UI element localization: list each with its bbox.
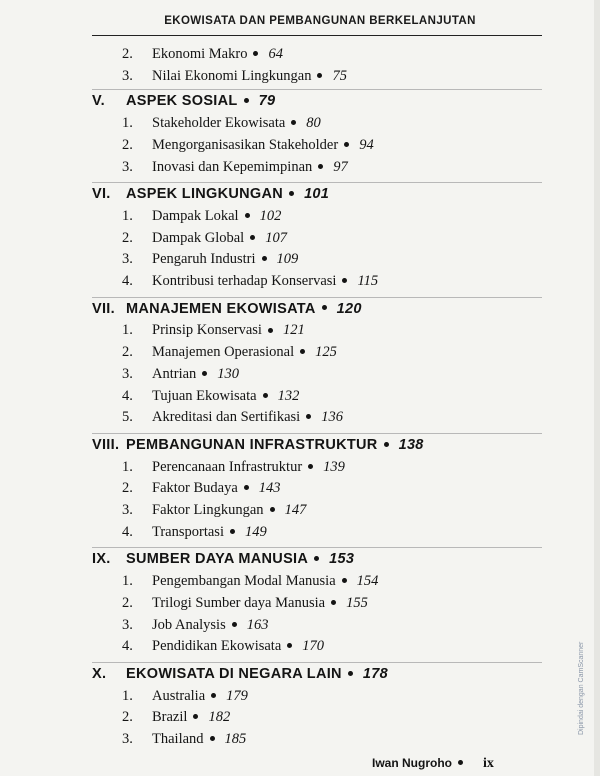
bullet-dot — [314, 556, 319, 561]
bullet-dot — [262, 256, 267, 261]
toc-item-number: 3. — [122, 251, 133, 268]
section-divider — [92, 89, 542, 90]
toc-item-page: 107 — [265, 229, 287, 246]
bullet-dot — [308, 464, 313, 469]
toc-item-page: 179 — [226, 687, 248, 704]
bullet-dot — [384, 442, 389, 447]
toc-item-title: Trilogi Sumber daya Manusia — [152, 594, 326, 611]
bullet-dot — [289, 191, 294, 196]
toc-section-title: SUMBER DAYA MANUSIA — [126, 551, 309, 568]
toc-section-number: IX. — [92, 551, 111, 568]
toc-item-number: 3. — [122, 365, 133, 382]
toc-item-page: 132 — [277, 387, 300, 404]
toc-section-number: V. — [92, 93, 105, 110]
toc-item-title: Nilai Ekonomi Lingkungan — [152, 67, 312, 84]
toc-item-page: 170 — [302, 638, 325, 655]
section-divider — [92, 297, 542, 298]
toc-section-heading — [92, 437, 424, 453]
toc-item — [122, 46, 283, 63]
toc-item — [122, 688, 248, 705]
toc-item-page: 185 — [224, 731, 247, 747]
toc-item-number: 4. — [122, 273, 133, 289]
toc-item-page: 155 — [346, 594, 368, 611]
toc-item — [122, 409, 343, 426]
toc-item-title: Dampak Global — [152, 229, 245, 246]
toc-item-page: 64 — [268, 46, 283, 62]
toc-item-page: 147 — [284, 502, 307, 518]
toc-section-heading — [92, 666, 388, 682]
toc-item-number: 3. — [122, 502, 133, 518]
toc-item — [122, 68, 347, 85]
toc-section-title: MANAJEMEN EKOWISATA — [126, 300, 316, 317]
toc-item-number: 1. — [122, 458, 133, 475]
toc-section-heading — [92, 93, 275, 109]
toc-item-title: Faktor Lingkungan — [152, 502, 264, 518]
toc-item — [122, 573, 378, 590]
toc-item-number: 1. — [122, 322, 133, 339]
toc-item-number: 1. — [122, 573, 133, 590]
toc-item-number: 2. — [122, 229, 133, 246]
toc-item-number: 2. — [122, 709, 133, 726]
toc-item — [122, 617, 268, 634]
footer-author: Iwan Nugroho — [372, 756, 452, 770]
toc-item — [122, 638, 324, 655]
bullet-dot — [270, 507, 275, 512]
toc-item — [122, 595, 368, 612]
toc-section-page: 101 — [304, 186, 330, 203]
toc-item-page: 80 — [306, 115, 321, 132]
toc-item-title: Pendidikan Ekowisata — [152, 638, 282, 655]
toc-section-page: 138 — [398, 436, 424, 453]
toc-item-title: Manajemen Operasional — [152, 344, 295, 361]
toc-section-number: VII. — [92, 300, 115, 317]
bullet-dot — [342, 278, 347, 283]
toc-item-page: 130 — [217, 365, 240, 382]
toc-item-title: Prinsip Konservasi — [152, 322, 262, 339]
toc-item-page: 102 — [259, 207, 282, 224]
toc-section-heading — [92, 301, 362, 317]
toc-item-number: 2. — [122, 344, 133, 361]
toc-item-page: 97 — [333, 158, 348, 175]
toc-section-title: ASPEK SOSIAL — [126, 93, 238, 110]
toc-item — [122, 731, 246, 748]
toc-section-number: VI. — [92, 186, 111, 203]
toc-item-title: Job Analysis — [152, 616, 226, 633]
toc-item-title: Antrian — [152, 365, 197, 382]
toc-item-page: 139 — [323, 458, 345, 475]
toc-item-number: 2. — [122, 46, 133, 62]
toc-item-number: 2. — [122, 480, 133, 497]
header-rule — [92, 35, 542, 36]
toc-item-title: Inovasi dan Kepemimpinan — [152, 158, 313, 175]
section-divider — [92, 182, 542, 183]
toc-item — [122, 502, 306, 519]
toc-item-number: 1. — [122, 207, 133, 224]
toc-item-title: Faktor Budaya — [152, 480, 238, 497]
toc-item-page: 125 — [315, 344, 337, 361]
toc-item-title: Transportasi — [152, 523, 224, 540]
toc-item — [122, 480, 281, 497]
bullet-dot — [317, 73, 322, 78]
toc-item-page: 94 — [359, 136, 374, 153]
bullet-dot — [306, 414, 311, 419]
bullet-dot — [287, 643, 292, 648]
toc-item-title: Brazil — [152, 709, 188, 726]
toc-item-page: 115 — [357, 273, 379, 289]
toc-section-page: 178 — [362, 665, 388, 682]
section-divider — [92, 433, 542, 434]
toc-item-page: 149 — [244, 523, 267, 540]
toc-item — [122, 366, 239, 383]
page-footer — [372, 756, 494, 772]
toc-section-heading — [92, 186, 329, 202]
toc-item-title: Kontribusi terhadap Konservasi — [152, 273, 337, 289]
toc-section-title: PEMBANGUNAN INFRASTRUKTUR — [126, 436, 378, 453]
toc-item-title: Ekonomi Makro — [152, 46, 248, 62]
bullet-dot — [268, 328, 273, 333]
toc-item — [122, 115, 321, 132]
toc-section-number: VIII. — [92, 436, 120, 453]
bullet-dot — [253, 51, 258, 56]
toc-item — [122, 208, 281, 225]
section-divider — [92, 547, 542, 548]
bullet-dot — [244, 485, 249, 490]
bullet-dot — [348, 671, 353, 676]
toc-section-title: EKOWISATA DI NEGARA LAIN — [126, 665, 342, 682]
toc-item-page: 154 — [356, 573, 379, 590]
toc-item-title: Perencanaan Infrastruktur — [152, 458, 303, 475]
toc-item-page: 143 — [258, 480, 281, 497]
toc-item-title: Pengaruh Industri — [152, 251, 256, 268]
bullet-dot — [232, 622, 237, 627]
toc-item-number: 3. — [122, 616, 133, 633]
toc-item-number: 2. — [122, 594, 133, 611]
bullet-dot — [211, 693, 216, 698]
bullet-dot — [193, 714, 198, 719]
toc-item-number: 5. — [122, 409, 133, 426]
running-header: EKOWISATA DAN PEMBANGUNAN BERKELANJUTAN — [164, 15, 476, 27]
toc-item-title: Akreditasi dan Sertifikasi — [152, 409, 301, 426]
bullet-dot — [210, 736, 215, 741]
toc-section-page: 153 — [329, 551, 355, 568]
toc-item-title: Tujuan Ekowisata — [152, 387, 257, 404]
toc-item — [122, 344, 337, 361]
toc-item-number: 3. — [122, 158, 133, 175]
bullet-dot — [331, 600, 336, 605]
bullet-dot — [230, 529, 235, 534]
bullet-dot — [245, 213, 250, 218]
bullet-dot — [263, 393, 268, 398]
bullet-dot — [202, 371, 207, 376]
toc-item-page: 75 — [332, 67, 347, 84]
footer-page-number: ix — [483, 756, 494, 771]
toc-item-number: 1. — [122, 115, 133, 132]
toc-section-page: 79 — [258, 93, 276, 110]
toc-item-number: 3. — [122, 731, 133, 747]
toc-item-page: 109 — [276, 251, 299, 268]
toc-item-page: 182 — [208, 709, 231, 726]
bullet-dot — [291, 120, 296, 125]
toc-section-number: X. — [92, 665, 107, 682]
toc-item — [122, 273, 378, 290]
toc-item — [122, 524, 267, 541]
toc-item — [122, 459, 345, 476]
toc-section-title: ASPEK LINGKUNGAN — [126, 186, 284, 203]
section-divider — [92, 662, 542, 663]
toc-item-number: 2. — [122, 136, 133, 153]
bullet-dot — [300, 349, 305, 354]
toc-item — [122, 159, 348, 176]
toc-item-number: 1. — [122, 687, 133, 704]
toc-item-title: Dampak Lokal — [152, 207, 239, 224]
bullet-dot — [344, 142, 349, 147]
bullet-dot — [244, 98, 249, 103]
toc-item — [122, 709, 230, 726]
toc-section-page: 120 — [336, 300, 362, 317]
toc-item-number: 4. — [122, 523, 133, 540]
bullet-dot — [318, 164, 323, 169]
toc-section-heading — [92, 551, 354, 567]
toc-item-page: 136 — [321, 409, 343, 426]
toc-item — [122, 137, 374, 154]
toc-item — [122, 322, 305, 339]
toc-item-title: Australia — [152, 687, 206, 704]
page-edge-shadow — [594, 0, 600, 776]
toc-item — [122, 230, 287, 247]
toc-item-page: 163 — [246, 616, 269, 633]
toc-item-number: 4. — [122, 638, 133, 655]
toc-item-title: Stakeholder Ekowisata — [152, 115, 286, 132]
toc-item — [122, 388, 299, 405]
toc-item-number: 3. — [122, 67, 133, 84]
toc-item-title: Thailand — [152, 731, 204, 747]
bullet-dot — [322, 305, 327, 310]
toc-item-number: 4. — [122, 387, 133, 404]
scanner-watermark: Dipindai dengan CamScanner — [578, 641, 585, 735]
toc-item-title: Mengorganisasikan Stakeholder — [152, 136, 339, 153]
toc-item — [122, 251, 298, 268]
toc-item-title: Pengembangan Modal Manusia — [152, 573, 336, 590]
bullet-dot — [458, 760, 463, 765]
toc-item-page: 121 — [282, 322, 305, 339]
bullet-dot — [342, 578, 347, 583]
bullet-dot — [250, 235, 255, 240]
